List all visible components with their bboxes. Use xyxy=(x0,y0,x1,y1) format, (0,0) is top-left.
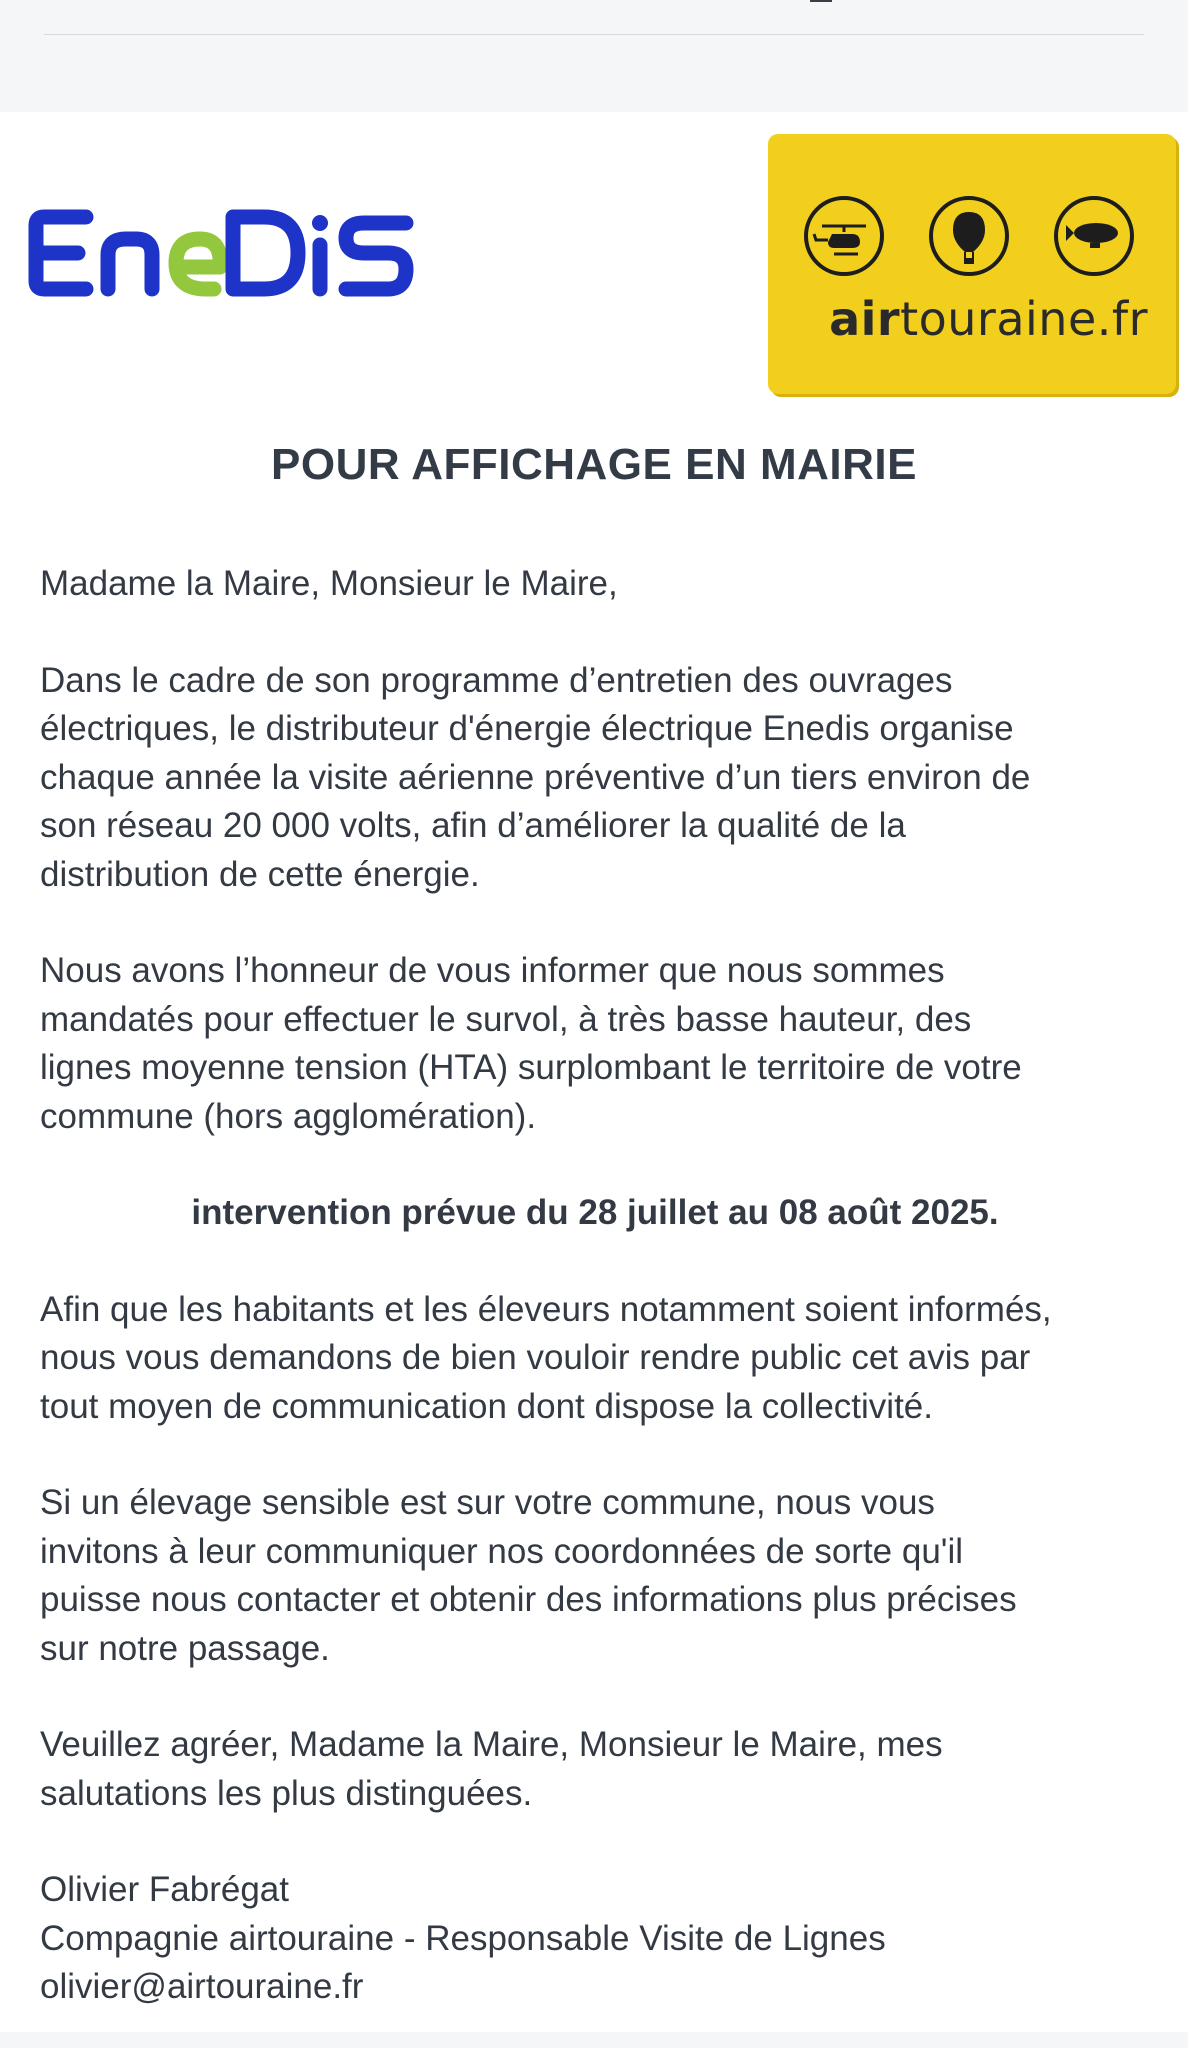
bottom-strip xyxy=(0,2032,1188,2048)
paragraph-line: commune (hors agglomération). xyxy=(40,1096,537,1136)
signature-role: Compagnie airtouraine - Responsable Visite de Lignes xyxy=(40,1918,886,1958)
top-strip xyxy=(0,0,1188,112)
page-title: POUR AFFICHAGE EN MAIRIE xyxy=(271,440,917,489)
enedis-logo xyxy=(28,205,414,301)
helicopter-icon xyxy=(804,196,884,276)
paragraph-line: tout moyen de communication dont dispose la collectivité. xyxy=(40,1386,933,1426)
paragraph-line: Afin que les habitants et les éleveurs notamment soient informés, xyxy=(40,1289,1052,1329)
intervention-dates: intervention prévue du 28 juillet au 08 août 2025. xyxy=(191,1193,999,1232)
paragraph-line: électriques, le distributeur d'énergie électrique Enedis organise xyxy=(40,709,1014,748)
text-cursor xyxy=(810,0,832,2)
airship-icon xyxy=(1054,196,1134,276)
airtouraine-logo xyxy=(768,134,1176,394)
signature-name: Olivier Fabrégat xyxy=(40,1870,289,1909)
hot-air-balloon-icon xyxy=(929,196,1009,276)
paragraph-line: mandatés pour effectuer le survol, à très basse hauteur, des xyxy=(40,999,972,1039)
logo-text-bold: air xyxy=(829,292,901,346)
paragraph-line: son réseau 20 000 volts, afin d’améliorer la qualité de la xyxy=(40,806,906,845)
paragraph-line: sur notre passage. xyxy=(40,1628,330,1668)
paragraph-line: lignes moyenne tension (HTA) surplombant le territoire de votre xyxy=(40,1048,1022,1087)
salutation: Madame la Maire, Monsieur le Maire, xyxy=(40,564,618,603)
paragraph-line: Si un élevage sensible est sur votre commune, nous vous xyxy=(40,1483,935,1522)
paragraph-line: Nous avons l’honneur de vous informer que nous sommes xyxy=(40,951,945,990)
closing-line: Veuillez agréer, Madame la Maire, Monsieur le Maire, mes xyxy=(40,1725,943,1764)
paragraph-line: nous vous demandons de bien vouloir rendre public cet avis par xyxy=(40,1338,1031,1377)
paragraph-line: puisse nous contacter et obtenir des informations plus précises xyxy=(40,1580,1017,1619)
airtouraine-logo-text xyxy=(768,292,1148,346)
closing-line: salutations les plus distinguées. xyxy=(40,1773,533,1813)
logo-text-regular: touraine.fr xyxy=(900,292,1148,346)
paragraph-line: invitons à leur communiquer nos coordonnées de sorte qu'il xyxy=(40,1531,964,1571)
signature-email[interactable]: olivier@airtouraine.fr xyxy=(40,1967,364,2006)
paragraph-line: chaque année la visite aérienne préventive d’un tiers environ de xyxy=(40,757,1031,797)
divider xyxy=(44,34,1144,35)
paragraph-line: distribution de cette énergie. xyxy=(40,854,480,894)
paragraph-line: Dans le cadre de son programme d’entretien des ouvrages xyxy=(40,660,953,700)
letter-body xyxy=(40,560,1150,2012)
